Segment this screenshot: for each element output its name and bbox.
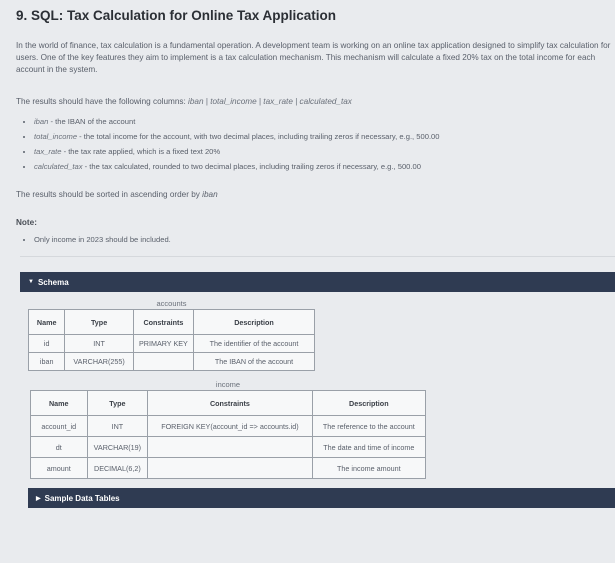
table-cell: DECIMAL(6,2): [87, 458, 148, 479]
list-item: [34, 114, 440, 129]
table-cell: amount: [31, 458, 88, 479]
sample-label: Sample Data Tables: [44, 493, 120, 503]
columns-list: iban | total_income | tax_rate | calculated_tax: [188, 97, 352, 106]
column-header: Name: [29, 310, 65, 335]
list-item: [34, 129, 440, 144]
table-cell: dt: [31, 437, 88, 458]
table-header-row: [31, 391, 426, 416]
column-header: Constraints: [133, 310, 193, 335]
columns-intro: [16, 97, 352, 106]
table-cell: The reference to the account: [312, 416, 425, 437]
sample-data-section-toggle[interactable]: [28, 488, 615, 508]
table-cell: INT: [87, 416, 148, 437]
table-cell: [148, 437, 312, 458]
table-cell: The IBAN of the account: [194, 353, 315, 371]
column-header: Description: [312, 391, 425, 416]
table-cell: FOREIGN KEY(account_id => accounts.id): [148, 416, 312, 437]
schema-label: Schema: [37, 277, 69, 287]
sort-text: The results should be sorted in ascending order by: [16, 190, 200, 199]
table-row: [31, 458, 426, 479]
table-cell: INT: [65, 335, 133, 353]
accounts-table-caption: accounts: [156, 299, 187, 308]
table-cell: [133, 353, 193, 371]
column-header: Name: [31, 391, 88, 416]
column-name: calculated_tax: [34, 162, 83, 171]
column-desc: - the tax rate applied, which is a fixed text 20%: [61, 147, 221, 156]
table-cell: The date and time of income: [312, 437, 425, 458]
income-table: [30, 390, 426, 479]
note-heading: Note:: [16, 218, 37, 227]
column-header: Type: [65, 310, 133, 335]
table-cell: id: [29, 335, 65, 353]
sort-column: iban: [202, 190, 218, 199]
columns-intro-text: The results should have the following columns:: [16, 97, 186, 106]
column-name: tax_rate: [34, 147, 62, 156]
column-name: total_income: [34, 132, 78, 141]
table-cell: VARCHAR(255): [65, 353, 133, 371]
column-header: Constraints: [148, 391, 312, 416]
column-descriptions: [20, 114, 440, 174]
list-item: • Only income in 2023 should be included.: [34, 235, 171, 244]
column-desc: - the total income for the account, with two decimal places, including trailing zeros if necessary, e.g., 500.00: [77, 132, 440, 141]
table-cell: PRIMARY KEY: [133, 335, 193, 353]
triangle-right-icon: ▶: [36, 495, 41, 502]
column-desc: - the IBAN of the account: [48, 117, 136, 126]
notes-list: [20, 235, 171, 244]
column-desc: - the tax calculated, rounded to two decimal places, including trailing zeros if necessary, e.g., 500.00: [82, 162, 421, 171]
table-cell: The income amount: [312, 458, 425, 479]
table-row: [29, 353, 315, 371]
table-header-row: [29, 310, 315, 335]
schema-section-toggle[interactable]: [20, 272, 615, 292]
sort-instruction: [16, 190, 218, 199]
income-table-caption: income: [215, 380, 241, 389]
column-name: iban: [34, 117, 49, 126]
table-cell: [148, 458, 312, 479]
table-cell: The identifier of the account: [194, 335, 315, 353]
list-item: [34, 144, 440, 159]
triangle-down-icon: ▼: [28, 279, 34, 285]
table-cell: VARCHAR(19): [87, 437, 148, 458]
list-item: [34, 159, 440, 174]
accounts-table: [28, 309, 315, 371]
table-row: [31, 437, 426, 458]
table-cell: account_id: [31, 416, 88, 437]
column-header: Description: [194, 310, 315, 335]
table-row: [29, 335, 315, 353]
page-title: 9. SQL: Tax Calculation for Online Tax Application: [16, 8, 337, 23]
divider: [20, 256, 615, 257]
column-header: Type: [87, 391, 148, 416]
table-row: [31, 416, 426, 437]
table-cell: iban: [29, 353, 65, 371]
intro-paragraph: In the world of finance, tax calculation is a fundamental operation. A development team is working on an online tax application designed to simplify tax calculation for users. One of the key features they aim to implement is a tax calculation mechanism. This mechanism will calculate a fixed 20% tax on the total income for each account in the system.: [16, 41, 611, 74]
